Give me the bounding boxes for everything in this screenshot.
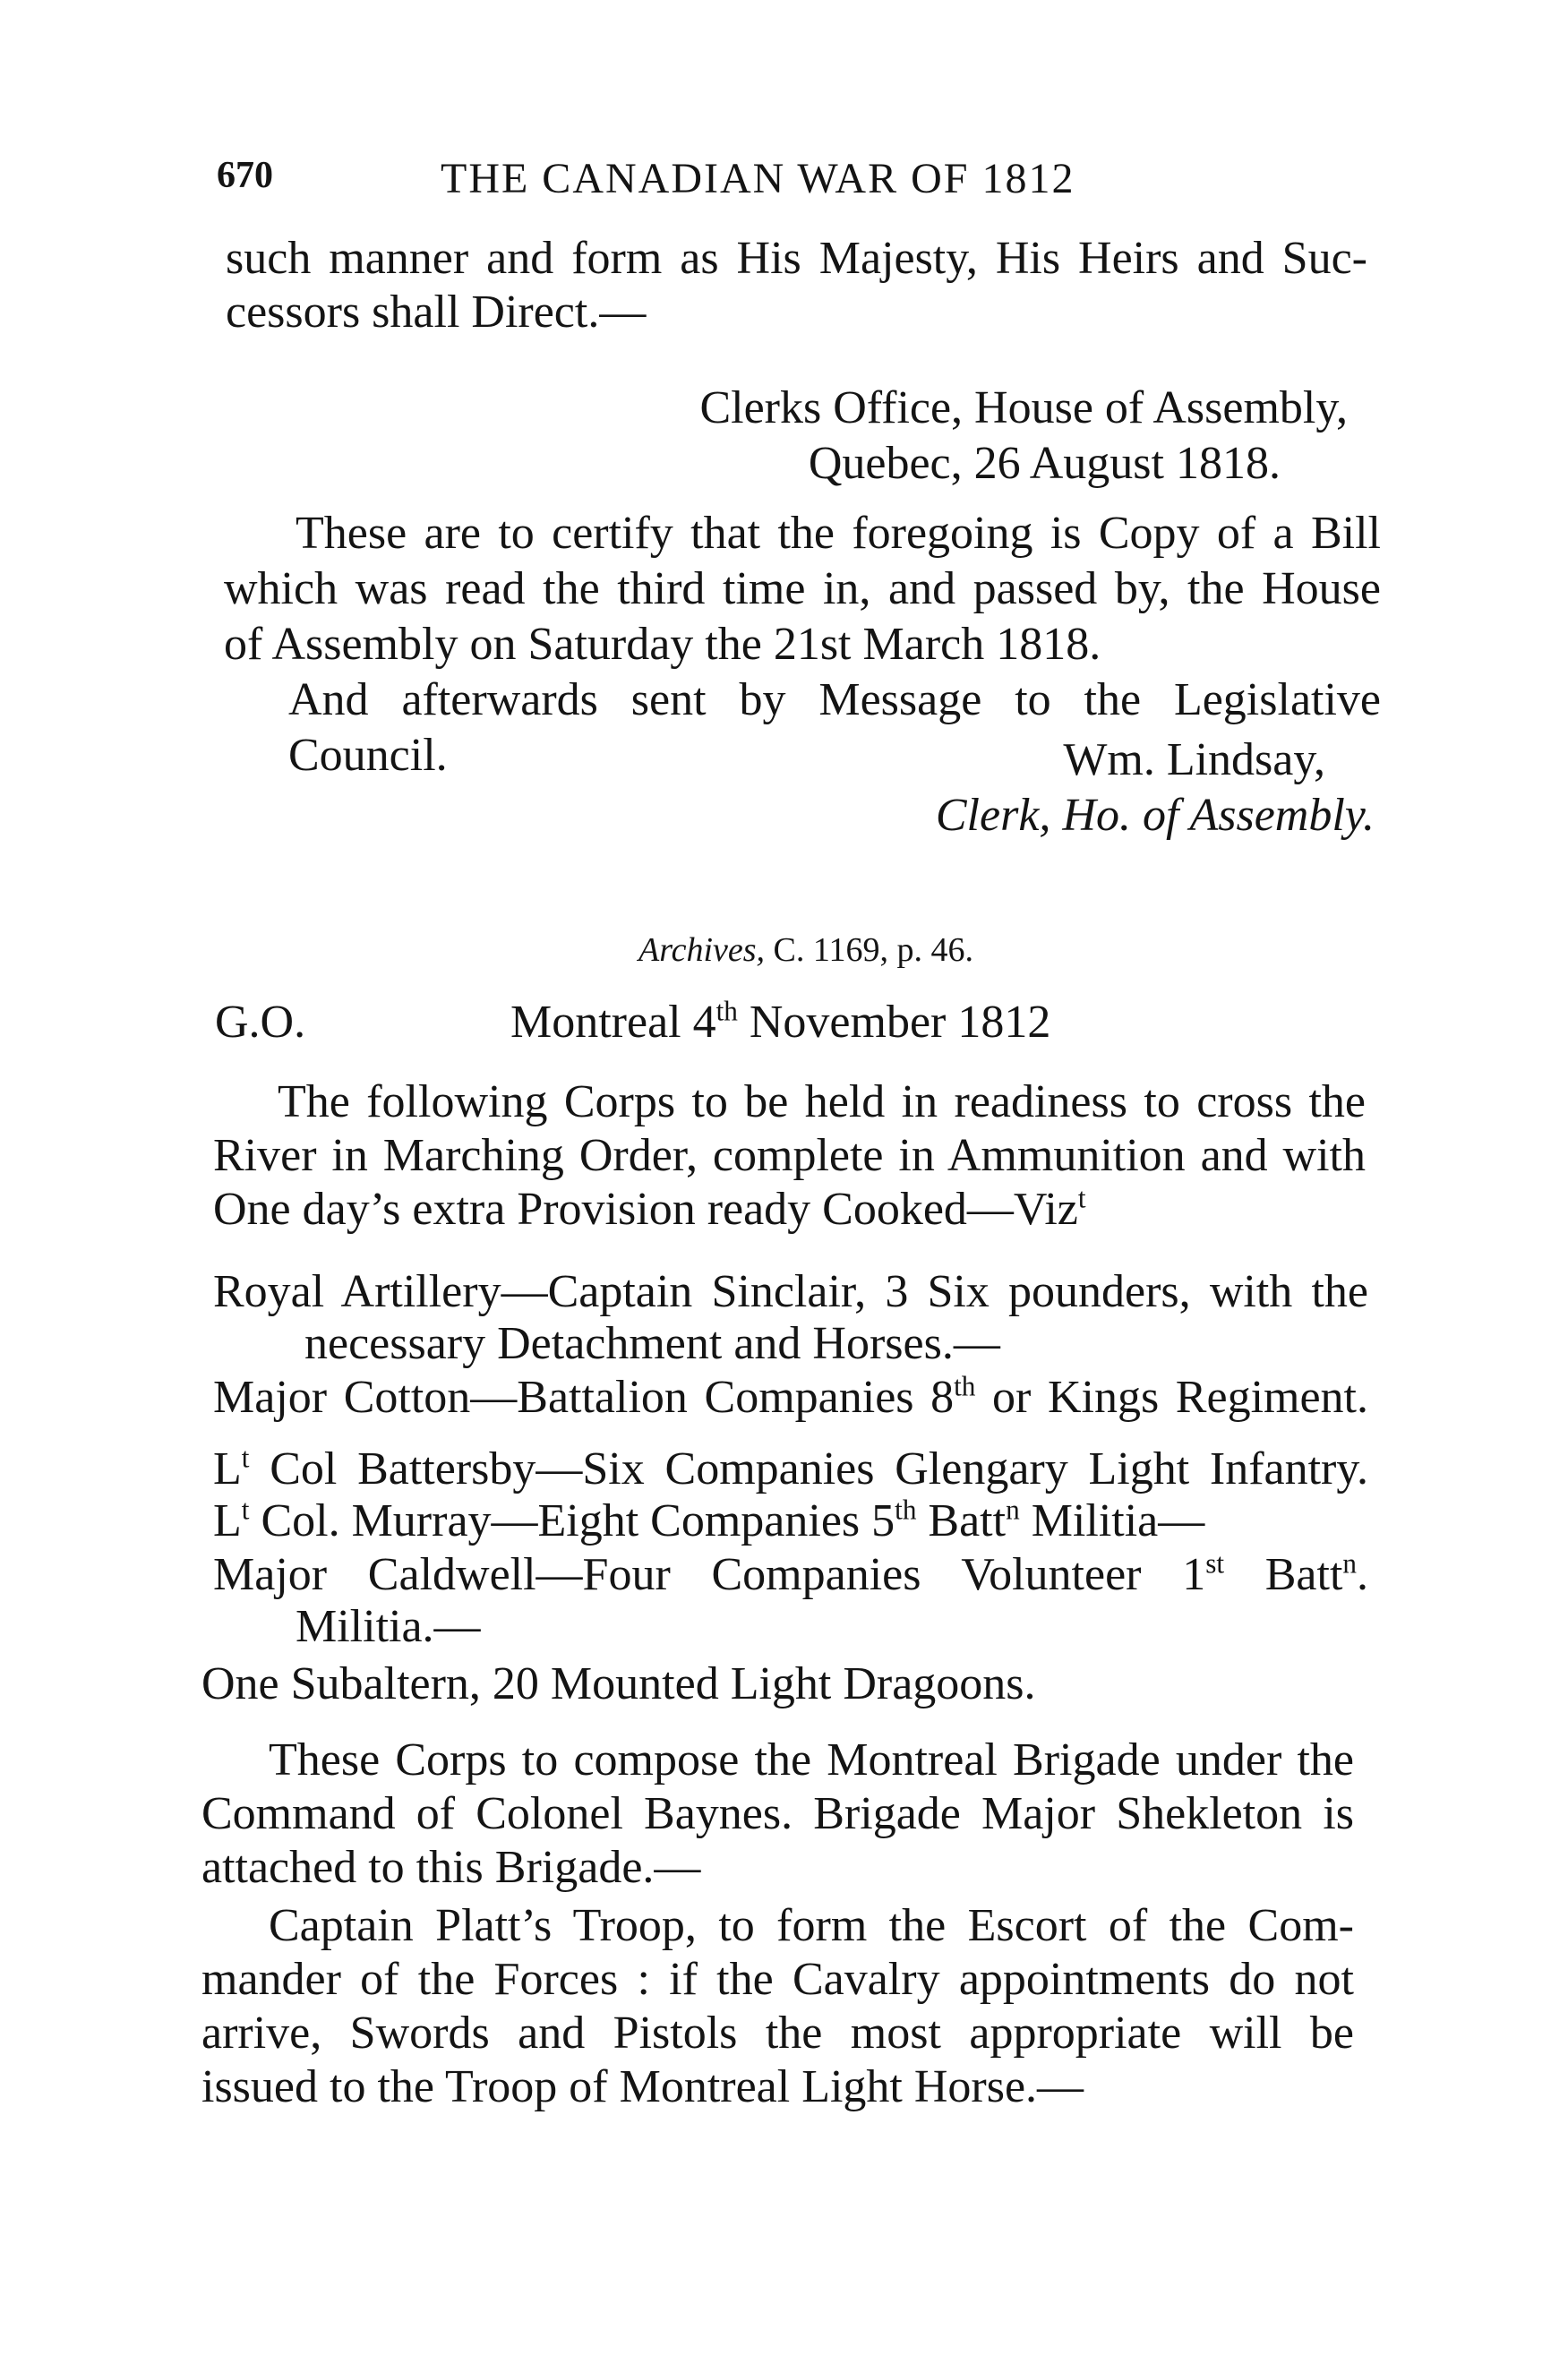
- page-header: [217, 154, 1220, 217]
- corps-battersby: $L^t$ Col Battersby—Six Companies Glengary Light Infantry.: [213, 1442, 1368, 1494]
- certification-line-3: of Assembly on Saturday the 21st March 1818.: [224, 619, 1101, 670]
- signature-title: Clerk, Ho. of Assembly.: [935, 790, 1375, 841]
- corps-cotton: Major Cotton—Battalion Companies 8th or Kings Regiment.: [213, 1370, 1368, 1423]
- archives-reference: Archives, C. 1169, p. 46.: [638, 931, 973, 969]
- brigade-line-1: These Corps to compose the Montreal Brigade under the: [269, 1734, 1354, 1786]
- corps-caldwell-line-1: Major Caldwell—Four Companies Volunteer 1st Batt$^n$.: [213, 1547, 1368, 1600]
- orders-intro-line-2: River in Marching Order, complete in Ammunition and with: [213, 1130, 1366, 1181]
- corps-artillery-line-1: Royal Artillery—Captain Sinclair, 3 Six pounders, with the: [213, 1266, 1368, 1317]
- escort-line-2: mander of the Forces : if the Cavalry appointments do not: [201, 1954, 1354, 2005]
- clerks-office-line-2: Quebec, 26 August 1818.: [808, 438, 1281, 489]
- orders-intro-line-3: One day’s extra Provision ready Cooked—Viz$^t$: [213, 1182, 1086, 1235]
- escort-line-1: Captain Platt’s Troop, to form the Escort of the Com-: [269, 1900, 1354, 1951]
- certification-line-1: These are to certify that the foregoing is Copy of a Bill: [296, 508, 1381, 559]
- signature-name: Wm. Lindsay,: [1063, 734, 1325, 785]
- brigade-line-2: Command of Colonel Baynes. Brigade Major Shekleton is: [201, 1788, 1354, 1839]
- brigade-line-3: attached to this Brigade.—: [201, 1842, 701, 1893]
- corps-dragoons: One Subaltern, 20 Mounted Light Dragoons.: [201, 1658, 1036, 1709]
- corps-murray: $L^t$ Col. Murray—Eight Companies 5th Batt$^n$ Militia—: [213, 1494, 1205, 1546]
- bill-continuation-line-1: such manner and form as His Majesty, His Heirs and Suc-: [226, 233, 1367, 284]
- escort-line-4: issued to the Troop of Montreal Light Horse.—: [201, 2061, 1084, 2112]
- certification-line-2: which was read the third time in, and passed by, the House: [224, 563, 1381, 614]
- orders-intro-line-1: The following Corps to be held in readiness to cross the: [278, 1076, 1366, 1127]
- general-order-date: Montreal 4th November 1812: [510, 995, 1051, 1048]
- bill-continuation-line-2: cessors shall Direct.—: [226, 287, 647, 338]
- corps-artillery-line-2: necessary Detachment and Horses.—: [304, 1318, 1000, 1369]
- clerks-office-line-1: Clerks Office, House of Assembly,: [699, 382, 1348, 433]
- running-title: THE CANADIAN WAR OF 1812: [441, 155, 1075, 202]
- page-number: 670: [217, 155, 273, 196]
- escort-line-3: arrive, Swords and Pistols the most appropriate will be: [201, 2008, 1354, 2059]
- afterwards-line: And afterwards sent by Message to the Legislative Council.: [288, 674, 1381, 781]
- general-order-label: G.O.: [215, 997, 306, 1048]
- corps-caldwell-line-2: Militia.—: [296, 1601, 481, 1652]
